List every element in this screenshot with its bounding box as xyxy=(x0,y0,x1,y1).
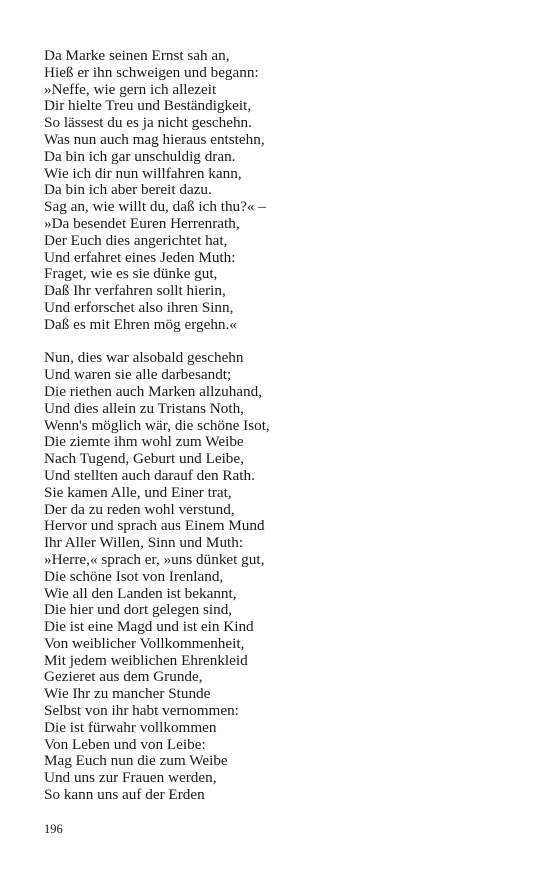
verse-line: Der da zu reden wohl verstund, xyxy=(44,500,235,518)
verse-line: So kann uns auf der Erden xyxy=(44,786,205,804)
verse-line: Selbst von ihr habt vernommen: xyxy=(44,702,239,720)
verse-line: Nun, dies war alsobald geschehn xyxy=(44,349,244,367)
verse-line: Und dies allein zu Tristans Noth, xyxy=(44,399,244,417)
verse-line: Die hier und dort gelegen sind, xyxy=(44,601,233,619)
verse-line: Und uns zur Frauen werden, xyxy=(44,769,217,787)
verse-line: Da bin ich aber bereit dazu. xyxy=(44,181,212,199)
verse-line: Wie Ihr zu mancher Stunde xyxy=(44,685,211,703)
verse-line: Gezieret aus dem Grunde, xyxy=(44,668,203,686)
page-number: 196 xyxy=(44,822,63,836)
verse-line: Die riethen auch Marken allzuhand, xyxy=(44,382,263,400)
verse-line: Daß Ihr verfahren sollt hierin, xyxy=(44,282,226,300)
verse-line: Sie kamen Alle, und Einer trat, xyxy=(44,483,232,501)
verse-line: Wie all den Landen ist bekannt, xyxy=(44,584,237,602)
verse-line: Daß es mit Ehren mög ergehn.« xyxy=(44,315,237,333)
verse-line: Was nun auch mag hieraus entstehn, xyxy=(44,130,265,148)
verse-line: Von weiblicher Vollkommenheit, xyxy=(44,634,245,652)
verse-line: Da bin ich gar unschuldig dran. xyxy=(44,147,236,165)
verse-line: Da Marke seinen Ernst sah an, xyxy=(44,47,230,64)
verse-line: Fraget, wie es sie dünke gut, xyxy=(44,265,218,283)
verse-line: Die ist fürwahr vollkommen xyxy=(44,718,217,736)
verse-line: Mag Euch nun die zum Weibe xyxy=(44,752,228,770)
verse-line: Hieß er ihn schweigen und begann: xyxy=(44,63,259,81)
verse-line: Und erfahret eines Jeden Muth: xyxy=(44,248,236,266)
verse-line: Wie ich dir nun willfahren kann, xyxy=(44,164,242,182)
verse-line: Hervor und sprach aus Einem Mund xyxy=(44,517,265,535)
stanza xyxy=(44,48,514,334)
verse-line: Nach Tugend, Geburt und Leibe, xyxy=(44,450,244,468)
verse-line: Sag an, wie willt du, daß ich thu?« – xyxy=(44,198,266,216)
verse-line: Ihr Aller Willen, Sinn und Muth: xyxy=(44,534,244,552)
verse-line: »Da besendet Euren Herrenrath, xyxy=(44,214,240,232)
verse-line: »Neffe, wie gern ich allezeit xyxy=(44,80,217,98)
verse-line: So lässest du es ja nicht geschehn. xyxy=(44,114,252,132)
verse-line: Wenn's möglich wär, die schöne Isot, xyxy=(44,416,270,434)
verse-line: Die ziemte ihm wohl zum Weibe xyxy=(44,433,244,451)
verse-text xyxy=(44,48,514,804)
verse-line: Und stellten auch darauf den Rath. xyxy=(44,466,255,484)
verse-line: »Herre,« sprach er, »uns dünket gut, xyxy=(44,550,265,568)
verse-line: Und erforschet also ihren Sinn, xyxy=(44,298,234,316)
verse-line: Die ist eine Magd und ist ein Kind xyxy=(44,618,254,636)
verse-line: Und waren sie alle darbesandt; xyxy=(44,366,232,384)
verse-line: Von Leben und von Leibe: xyxy=(44,735,206,753)
verse-line: Dir hielte Treu und Beständigkeit, xyxy=(44,97,252,115)
stanza xyxy=(44,350,514,804)
verse-line: Der Euch dies angerichtet hat, xyxy=(44,231,228,249)
verse-line: Die schöne Isot von Irenland, xyxy=(44,567,224,585)
verse-line: Mit jedem weiblichen Ehrenkleid xyxy=(44,651,248,669)
